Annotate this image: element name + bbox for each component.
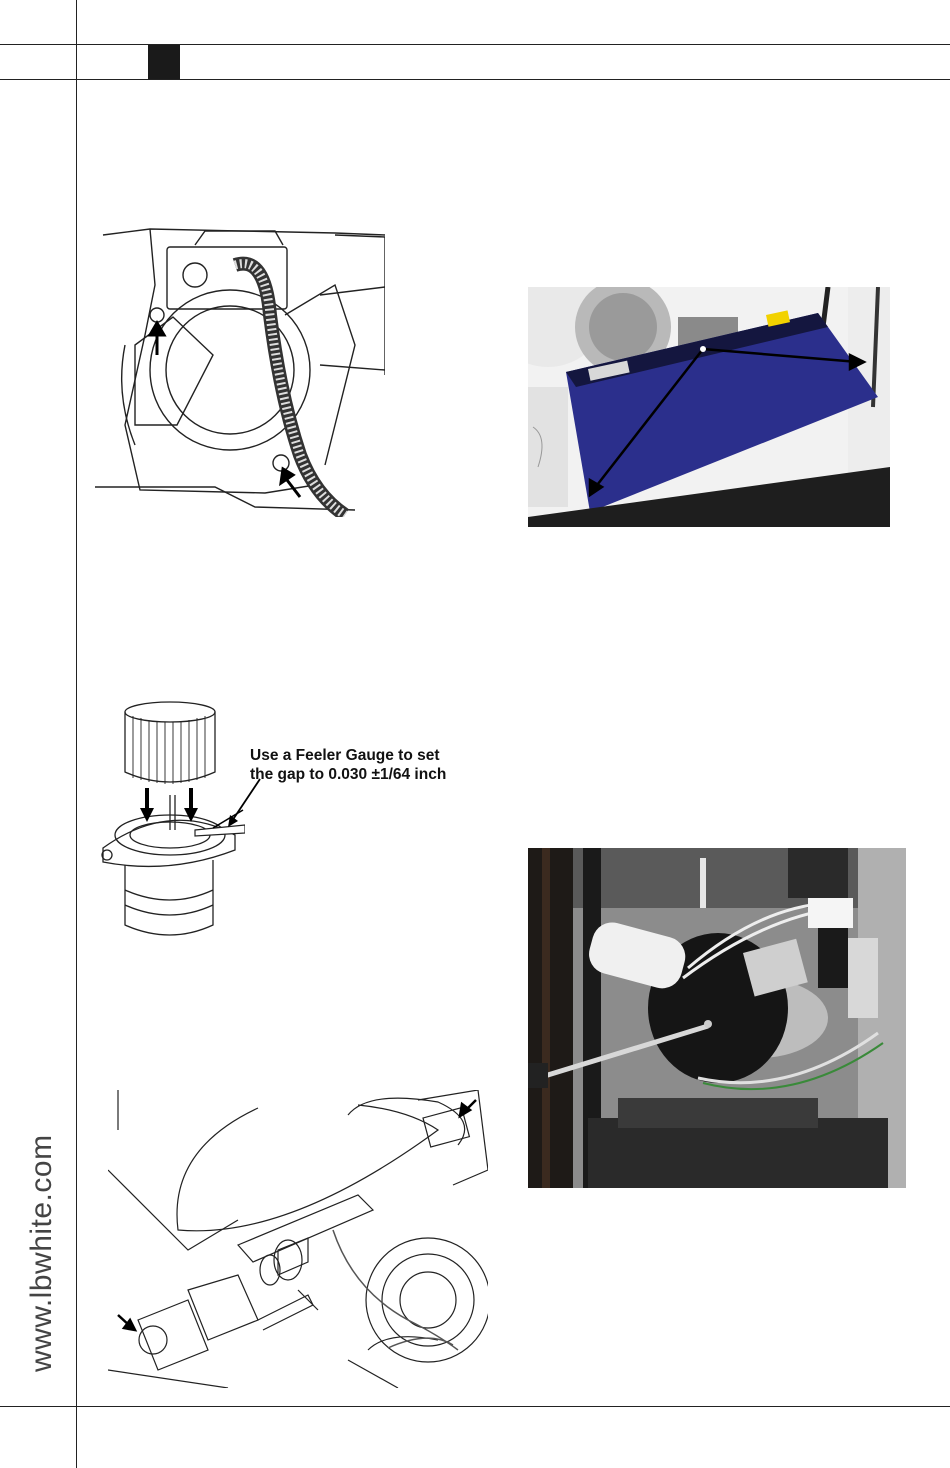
- blue-cover-photo: [528, 287, 890, 527]
- burner-assembly-drawing: [108, 1090, 488, 1388]
- burner-mount-drawing: [95, 225, 385, 517]
- feeler-gauge-note-line-1: Use a Feeler Gauge to set: [250, 747, 440, 764]
- feeler-gauge-note: [250, 746, 480, 784]
- motor-removal-photo: [528, 848, 906, 1188]
- left-margin-rule: [76, 0, 77, 1468]
- footer-rule: [0, 1406, 950, 1407]
- section-tab-marker: [148, 45, 180, 79]
- header-top-rule: [0, 44, 950, 45]
- website-url: www.lbwhite.com: [25, 1134, 58, 1372]
- feeler-gauge-pointer: [218, 775, 263, 835]
- feeler-gauge-note-line-2: the gap to 0.030 ±1/64 inch: [250, 766, 447, 783]
- header-bottom-rule: [0, 79, 950, 80]
